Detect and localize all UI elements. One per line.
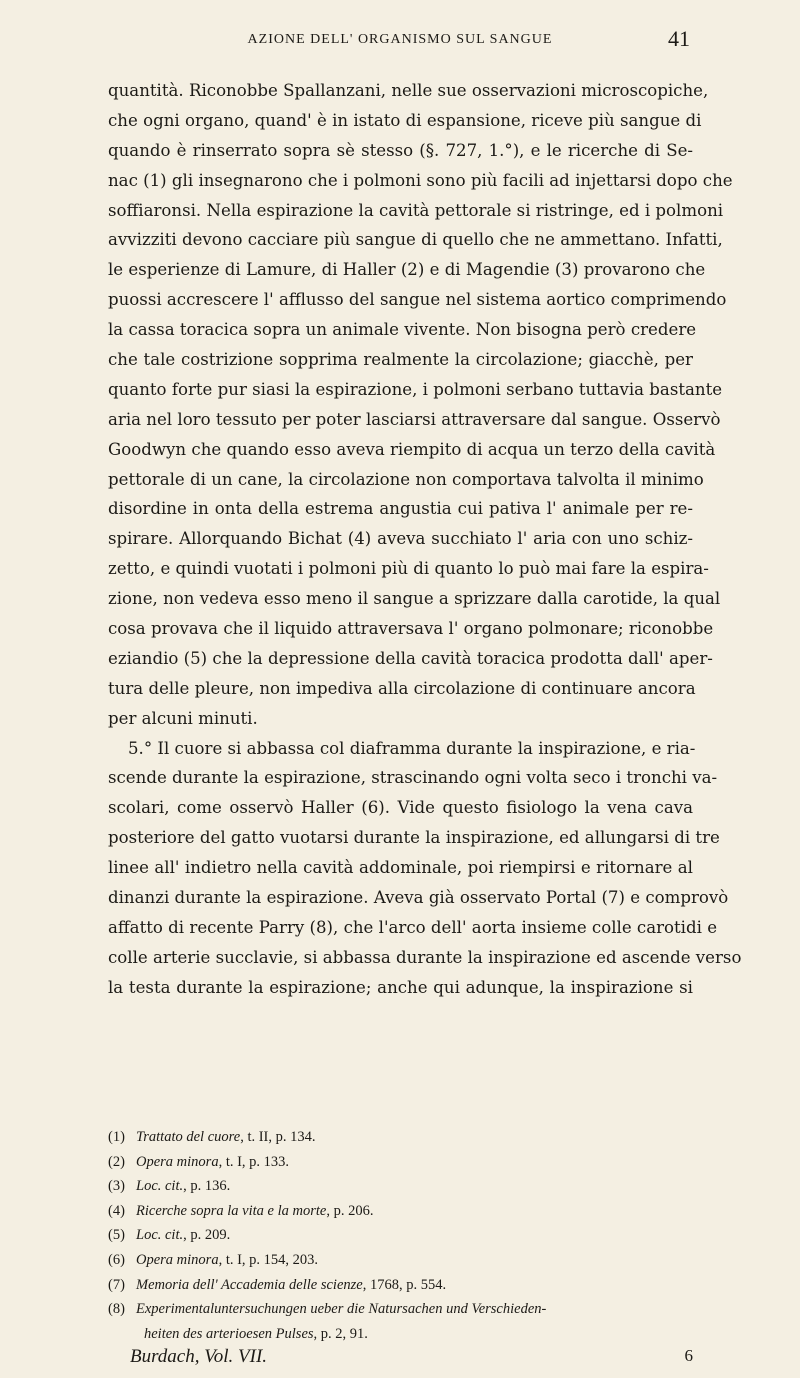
footnote-detail: , p. 136. <box>183 1178 231 1195</box>
footnote <box>108 1248 693 1273</box>
body-line: spirare. Allorquando Bichat (4) aveva succhiato l' aria con uno schiz- <box>108 529 693 549</box>
footnote <box>108 1273 693 1298</box>
footnote-title: Opera minora <box>136 1153 219 1170</box>
footnote-detail: , t. I, p. 133. <box>218 1153 290 1170</box>
footnote-marker: (7) <box>108 1276 125 1293</box>
footnote <box>108 1125 693 1150</box>
footnote-detail: , t. II, p. 134. <box>240 1129 316 1145</box>
body-line: pettorale di un cane, la circolazione non comportava talvolta il minimo <box>108 469 704 489</box>
body-line: eziandio (5) che la depressione della cavità toracica prodotta dall' aper- <box>108 648 713 668</box>
footnote-marker: (4) <box>108 1202 125 1219</box>
body-line: posteriore del gatto vuotarsi durante la inspirazione, ed allungarsi di tre <box>108 828 720 848</box>
footnote <box>108 1322 693 1347</box>
footnote-title: heiten des arterioesen Pulses <box>144 1325 314 1342</box>
body-line: che ogni organo, quand' è in istato di espansione, riceve più sangue di <box>108 110 702 130</box>
body-line: disordine in onta della estrema angustia cui pativa l' animale per re- <box>108 499 693 519</box>
body-line: Goodwyn che quando esso aveva riempito di acqua un terzo della cavità <box>108 439 716 459</box>
body-line: zione, non vedeva esso meno il sangue a sprizzare dalla carotide, la qual <box>108 589 721 609</box>
footnote-detail: , p. 209. <box>183 1227 231 1244</box>
footnote-marker: (3) <box>108 1178 125 1195</box>
footnote-detail: , p. 206. <box>326 1202 374 1219</box>
body-line: la cassa toracica sopra un animale vivente. Non bisogna però credere <box>108 320 697 340</box>
page-header <box>110 26 690 54</box>
footnote-marker: (6) <box>108 1251 125 1268</box>
body-line: quando è rinserrato sopra sè stesso (§. 727, 1.°), e le ricerche di Se- <box>108 140 693 160</box>
footnote-title: Ricerche sopra la vita e la morte <box>136 1202 327 1219</box>
footnote <box>108 1199 693 1224</box>
footnote-title: Memoria dell' Accademia delle scienze <box>136 1276 363 1293</box>
footnote <box>108 1297 693 1322</box>
footnotes <box>108 1125 693 1346</box>
body-line: puossi accrescere l' afflusso del sangue nel sistema aortico comprimendo <box>108 290 727 310</box>
page-number: 41 <box>668 26 690 51</box>
footnote-detail: , 1768, p. 554. <box>362 1276 447 1293</box>
footnote-detail: , p. 2, 91. <box>313 1325 368 1342</box>
signature-mark: 6 <box>684 1346 693 1365</box>
body-line: le esperienze di Lamure, di Haller (2) e di Magendie (3) provarono che <box>108 260 706 280</box>
body-line: scolari, come osservò Haller (6). Vide questo fisiologo la vena cava <box>108 798 693 818</box>
footnote-title: Loc. cit. <box>136 1178 184 1195</box>
body-line: quanto forte pur siasi la espirazione, i polmoni serbano tuttavia bastante <box>108 379 723 399</box>
footnote <box>108 1174 693 1199</box>
body-line: colle arterie succlavie, si abbassa durante la inspirazione ed ascende verso <box>108 947 742 967</box>
body-line: 5.° Il cuore si abbassa col diaframma durante la inspirazione, e ria- <box>128 738 696 758</box>
body-line: soffiaronsi. Nella espirazione la cavità pettorale si ristringe, ed i polmoni <box>108 200 724 220</box>
body-line: zetto, e quindi vuotati i polmoni più di quanto lo può mai fare la espira- <box>108 559 709 579</box>
body-line: affatto di recente Parry (8), che l'arco dell' aorta insieme colle carotidi e <box>108 917 718 937</box>
footnote-title: Trattato del cuore <box>136 1129 241 1145</box>
signature-text: Burdach, Vol. VII. <box>130 1346 268 1367</box>
footnote-title: Loc. cit. <box>136 1227 184 1244</box>
body-line: che tale costrizione sopprima realmente la circolazione; giacchè, per <box>108 350 693 370</box>
footnote-marker: (1) <box>108 1129 125 1145</box>
signature-line <box>130 1346 693 1372</box>
body-line: linee all' indietro nella cavità addominale, poi riempirsi e ritornare al <box>108 858 693 878</box>
body-line: avvizziti devono cacciare più sangue di quello che ne ammettano. Infatti, <box>108 230 723 250</box>
body-line: quantità. Riconobbe Spallanzani, nelle sue osservazioni microscopiche, <box>108 81 709 100</box>
body-line: dinanzi durante la espirazione. Aveva già osservato Portal (7) e comprovò <box>108 888 729 908</box>
footnote <box>108 1150 693 1175</box>
footnote-marker: (2) <box>108 1153 125 1170</box>
footnote-detail: , t. I, p. 154, 203. <box>218 1251 319 1268</box>
footnote-marker: (8) <box>108 1301 125 1318</box>
body-line: cosa provava che il liquido attraversava l' organo polmonare; riconobbe <box>108 619 714 639</box>
body-line: nac (1) gli insegnarono che i polmoni sono più facili ad injettarsi dopo che <box>108 170 733 190</box>
body-line: la testa durante la espirazione; anche qui adunque, la inspirazione si <box>108 977 693 997</box>
body-line: tura delle pleure, non impediva alla circolazione di continuare ancora <box>108 678 696 698</box>
footnote <box>108 1223 693 1248</box>
body-line: per alcuni minuti. <box>108 708 258 728</box>
footnote-title: Experimentaluntersuchungen ueber die Natursachen und Verschieden- <box>136 1301 547 1318</box>
body-line: scende durante la espirazione, strascinando ogni volta seco i tronchi va- <box>108 768 718 788</box>
footnote-title: Opera minora <box>136 1251 219 1268</box>
body-text <box>108 76 742 1003</box>
body-line: aria nel loro tessuto per poter lasciarsi attraversare dal sangue. Osservò <box>108 409 721 429</box>
footnote-marker: (5) <box>108 1227 125 1244</box>
running-head: AZIONE DELL' ORGANISMO SUL SANGUE <box>247 32 553 47</box>
